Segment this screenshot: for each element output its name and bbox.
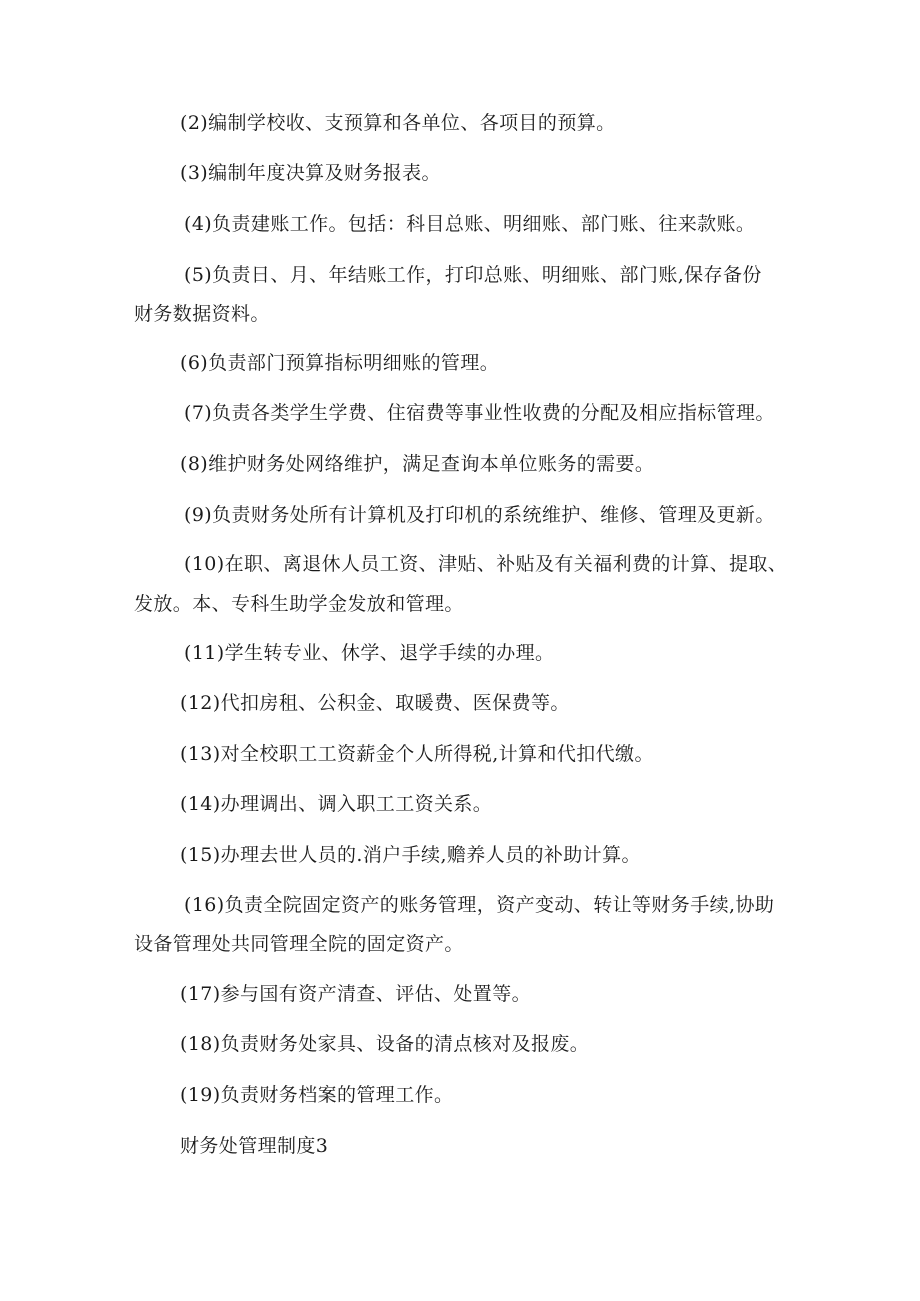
paragraph-line: (12)代扣房租、公积金、取暖费、医保费等。 — [180, 692, 570, 714]
paragraph-line: (5)负责日、月、年结账工作，打印总账、明细账、部门账,保存备份 — [184, 264, 762, 286]
section-heading: 财务处管理制度3 — [180, 1135, 329, 1157]
paragraph-line: (6)负责部门预算指标明细账的管理。 — [180, 352, 500, 374]
paragraph-line: (9)负责财务处所有计算机及打印机的系统维护、维修、管理及更新。 — [184, 504, 775, 526]
paragraph-line: (3)编制年度决算及财务报表。 — [180, 162, 441, 184]
paragraph-line: 财务数据资料。 — [134, 303, 270, 325]
paragraph-line: (19)负责财务档案的管理工作。 — [180, 1084, 454, 1106]
paragraph-line: (16)负责全院固定资产的账务管理，资产变动、转让等财务手续,协助 — [184, 894, 775, 916]
paragraph-line: 发放。本、专科生助学金发放和管理。 — [134, 593, 464, 615]
paragraph-line: 设备管理处共同管理全院的固定资产。 — [134, 933, 464, 955]
paragraph-line: (14)办理调出、调入职工工资关系。 — [180, 793, 493, 815]
paragraph-line: (13)对全校职工工资薪金个人所得税,计算和代扣代缴。 — [180, 743, 654, 765]
paragraph-line: (8)维护财务处网络维护，满足查询本单位账务的需要。 — [180, 453, 655, 475]
paragraph-line: (17)参与国有资产清查、评估、处置等。 — [180, 983, 532, 1005]
paragraph-line: (15)办理去世人员的.消户手续,赡养人员的补助计算。 — [180, 844, 641, 866]
paragraph-line: (2)编制学校收、支预算和各单位、各项目的预算。 — [180, 112, 616, 134]
paragraph-line: (18)负责财务处家具、设备的清点核对及报废。 — [180, 1033, 590, 1055]
paragraph-line: (11)学生转专业、休学、退学手续的办理。 — [184, 642, 555, 664]
paragraph-line: (4)负责建账工作。包括：科目总账、明细账、部门账、往来款账。 — [184, 213, 756, 235]
paragraph-line: (7)负责各类学生学费、住宿费等事业性收费的分配及相应指标管理。 — [184, 402, 775, 424]
paragraph-line: (10)在职、离退休人员工资、津贴、补贴及有关福利费的计算、提取、 — [184, 553, 788, 575]
